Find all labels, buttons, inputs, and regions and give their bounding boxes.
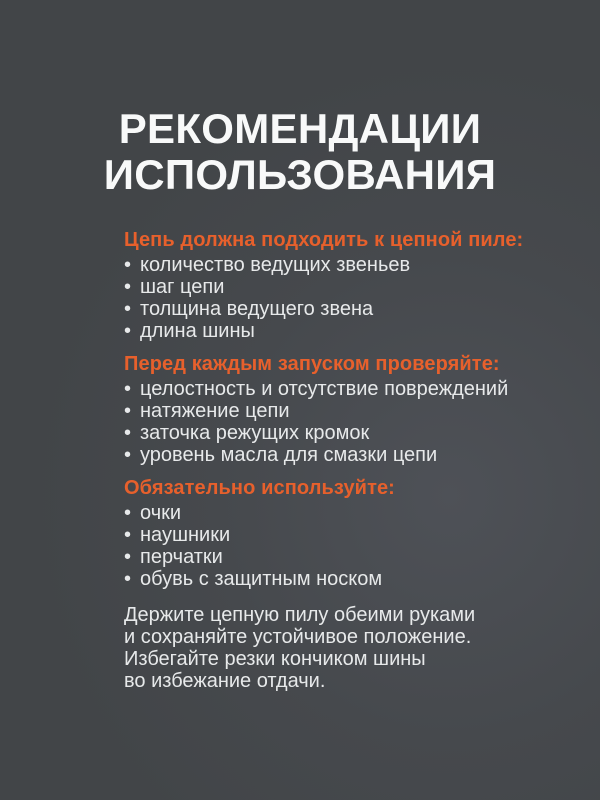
list-item: [124, 502, 540, 524]
list-item-label: натяжение цепи: [140, 400, 290, 422]
list-item-label: шаг цепи: [140, 276, 225, 298]
bullet-icon: •: [124, 320, 132, 342]
bullet-icon: •: [124, 298, 132, 320]
safety-note: [124, 604, 540, 692]
list-item-label: количество ведущих звеньев: [140, 254, 411, 276]
bullet-icon: •: [124, 524, 132, 546]
list-item-label: обувь с защитным носком: [140, 568, 383, 590]
list-item-label: наушники: [140, 524, 231, 546]
safety-note-line-3: Избегайте резки кончиком шины: [124, 648, 426, 670]
list-item-label: перчатки: [140, 546, 223, 568]
bullet-icon: •: [124, 276, 132, 298]
list-item: [124, 400, 540, 422]
section-required-equipment: [124, 477, 540, 590]
list-item: [124, 378, 540, 400]
list-item-label: длина шины: [140, 320, 255, 342]
list-item-label: заточка режущих кромок: [140, 422, 370, 444]
section-pre-start-checks: [124, 353, 540, 466]
bullet-list: [124, 502, 540, 590]
list-item: [124, 568, 540, 590]
page-title: [0, 0, 600, 198]
list-item-label: толщина ведущего звена: [140, 298, 374, 320]
bullet-icon: •: [124, 254, 132, 276]
bullet-list: [124, 378, 540, 466]
list-item-label: уровень масла для смазки цепи: [140, 444, 438, 466]
bullet-icon: •: [124, 444, 132, 466]
page-title-line-2: ИСПОЛЬЗОВАНИЯ: [103, 151, 497, 198]
section-heading: Цепь должна подходить к цепной пиле:: [124, 229, 524, 251]
bullet-icon: •: [124, 502, 132, 524]
recommendations-content: [0, 229, 600, 692]
list-item: [124, 298, 540, 320]
bullet-icon: •: [124, 400, 132, 422]
safety-note-line-2: и сохраняйте устойчивое положение.: [124, 626, 472, 648]
bullet-list: [124, 254, 540, 342]
list-item: [124, 444, 540, 466]
bullet-icon: •: [124, 422, 132, 444]
section-heading: Обязательно используйте:: [124, 477, 395, 499]
safety-note-line-4: во избежание отдачи.: [124, 670, 326, 692]
bullet-icon: •: [124, 568, 132, 590]
list-item: [124, 276, 540, 298]
list-item: [124, 524, 540, 546]
list-item: [124, 546, 540, 568]
page-title-line-1: РЕКОМЕНДАЦИИ: [118, 105, 482, 152]
safety-note-line-1: Держите цепную пилу обеими руками: [124, 604, 476, 626]
list-item: [124, 422, 540, 444]
list-item: [124, 320, 540, 342]
bullet-icon: •: [124, 546, 132, 568]
section-heading: Перед каждым запуском проверяйте:: [124, 353, 500, 375]
list-item-label: целостность и отсутствие повреждений: [140, 378, 509, 400]
list-item: [124, 254, 540, 276]
list-item-label: очки: [140, 502, 182, 524]
bullet-icon: •: [124, 378, 132, 400]
section-chain-compatibility: [124, 229, 540, 342]
